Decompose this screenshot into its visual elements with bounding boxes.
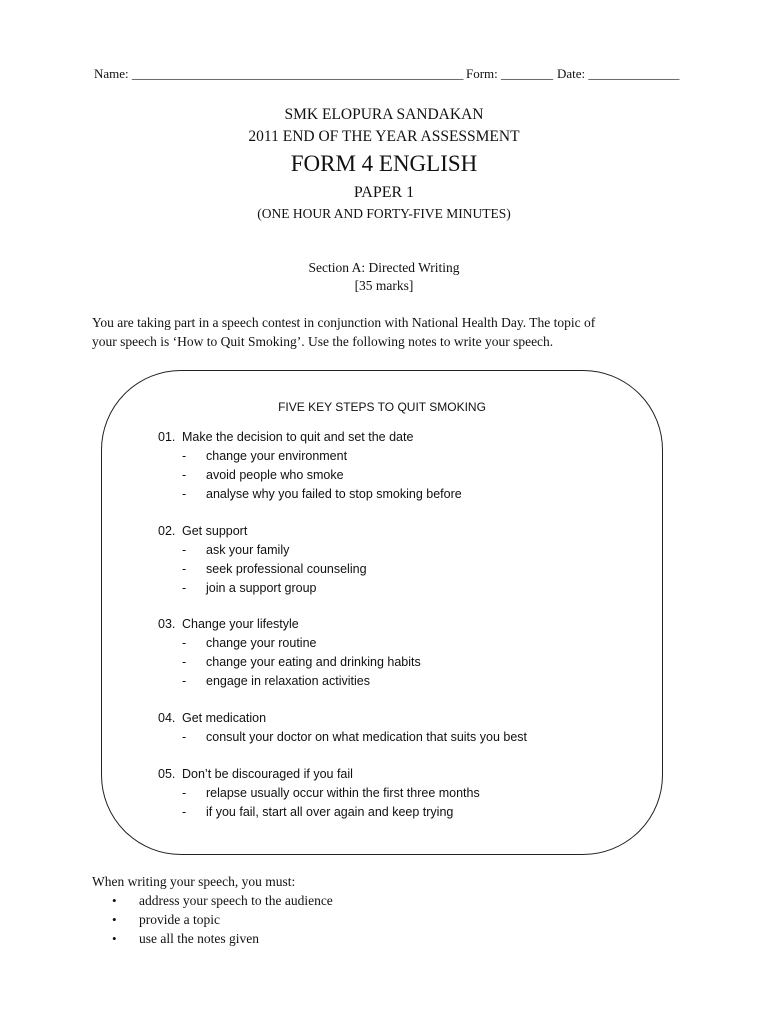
step-point-text: relapse usually occur within the first three months [206,786,480,800]
section-marks: [35 marks] [354,278,414,293]
step-point-text: seek professional counseling [206,561,367,576]
step-point-text: if you fail, start all over again and keep trying [206,804,454,819]
step-point-text: join a support group [206,580,317,595]
step-point-text: avoid people who smoke [206,467,344,482]
step-title: Make the decision to quit and set the date [182,430,414,444]
instruction-text: use all the notes given [139,931,259,946]
instructions-lead: When writing your speech, you must: [92,874,296,889]
section-heading: Section A: Directed Writing [308,260,460,275]
instruction-text: address your speech to the audience [139,893,333,908]
dash-marker: - [182,636,187,650]
student-details-line [94,66,694,86]
bullet-marker: • [112,931,117,946]
step-point-text: ask your family [206,543,290,557]
step-number: 02. [158,524,176,538]
dash-marker: - [182,486,187,501]
step-point-text: change your routine [206,636,317,650]
step-title: Get support [182,524,248,538]
exam-duration: (ONE HOUR AND FORTY-FIVE MINUTES) [257,206,511,221]
task-introduction [92,313,692,351]
step-number: 01. [158,430,176,444]
dash-marker: - [182,730,187,744]
dash-marker: - [182,543,187,557]
subject-title: FORM 4 ENGLISH [290,151,478,176]
intro-line-1: You are taking part in a speech contest in conjunction with National Health Day. The topic of [92,315,596,330]
school-name: SMK ELOPURA SANDAKAN [284,106,484,123]
step-title: Change your lifestyle [182,617,299,631]
step-number: 03. [158,617,176,631]
instruction-text: provide a topic [139,912,220,927]
bullet-marker: • [112,893,117,908]
step-title: Get medication [182,711,267,725]
step-point-text: analyse why you failed to stop smoking before [206,486,462,501]
date-field[interactable]: Date: ______________ [557,66,680,81]
dash-marker: - [182,467,187,482]
name-field[interactable]: Name: ___________________________________________________ [94,66,464,81]
dash-marker: - [182,786,187,800]
dash-marker: - [182,804,187,819]
step-point-text: consult your doctor on what medication that suits you best [206,730,528,744]
step-number: 05. [158,767,176,781]
step-number: 04. [158,711,176,725]
assessment-title: 2011 END OF THE YEAR ASSESSMENT [248,128,520,145]
bullet-marker: • [112,912,117,927]
form-field[interactable]: Form: ________ [466,66,554,81]
dash-marker: - [182,580,187,595]
dash-marker: - [182,654,187,669]
step-point-text: change your environment [206,449,348,463]
step-point-text: change your eating and drinking habits [206,654,421,669]
step-point-text: engage in relaxation activities [206,673,370,688]
notes-title: FIVE KEY STEPS TO QUIT SMOKING [278,400,486,414]
dash-marker: - [182,561,187,576]
dash-marker: - [182,673,187,688]
step-title: Don’t be discouraged if you fail [182,767,353,781]
intro-line-2: your speech is ‘How to Quit Smoking’. Use the following notes to write your speech. [92,334,554,349]
paper-number: PAPER 1 [353,184,415,201]
dash-marker: - [182,449,187,463]
